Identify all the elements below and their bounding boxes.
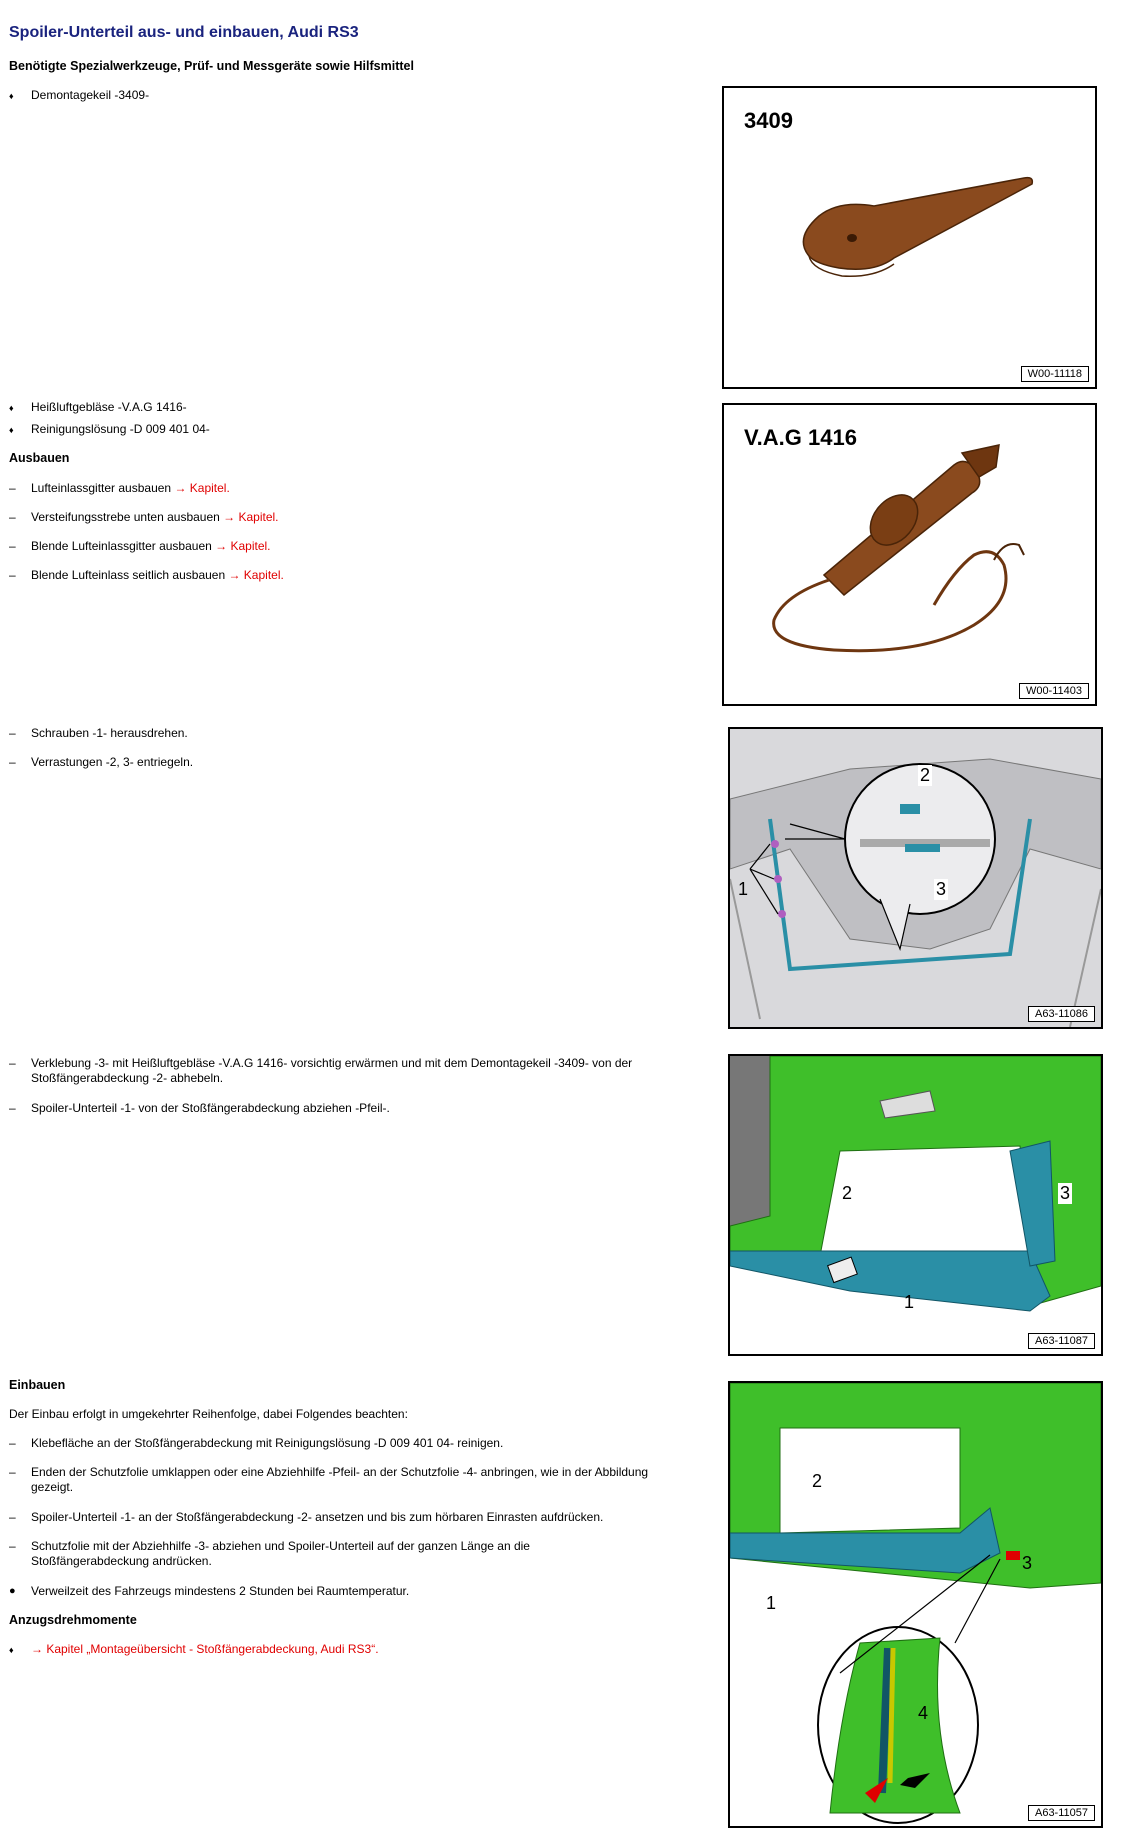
step-text: Verklebung -3- mit Heißluftgebläse -V.A.G 1416- vorsichtig erwärmen und mit dem Demontagekeil -3409- von der Stoßfängerabdeckung -2- abhebeln. — [31, 1056, 633, 1085]
step-text: Spoiler-Unterteil -1- von der Stoßfängerabdeckung abziehen -Pfeil-. — [31, 1101, 390, 1115]
step-text: Verweilzeit des Fahrzeugs mindestens 2 Stunden bei Raumtemperatur. — [31, 1584, 410, 1598]
tool-number: V.A.G 1416 — [744, 425, 857, 450]
step-text: Spoiler-Unterteil -1- an der Stoßfängerabdeckung -2- ansetzen und bis zum hörbaren Einrasten aufdrücken. — [31, 1510, 604, 1524]
tool-number: 3409 — [744, 108, 793, 133]
ausbauen-step — [9, 568, 284, 583]
tool-item-label: Reinigungslösung -D 009 401 04- — [31, 422, 210, 436]
ausbauen-step — [9, 755, 193, 770]
tool-item-label: Demontagekeil -3409- — [31, 88, 150, 102]
einbauen-step — [9, 1436, 503, 1451]
step-text: Schrauben -1- herausdrehen. — [31, 726, 188, 740]
dash-marker: – — [9, 1056, 16, 1070]
dash-marker: – — [9, 1510, 16, 1524]
chapter-link[interactable]: → Kapitel. — [223, 510, 279, 524]
bumper-interior-illustration — [730, 729, 1101, 1027]
einbauen-step — [9, 1584, 409, 1599]
callout-1: 1 — [738, 879, 749, 899]
heat-gun-illustration — [724, 405, 1095, 704]
tool-item-vag1416 — [9, 400, 187, 415]
figure-id-label: A63-11087 — [1028, 1333, 1095, 1349]
bullet-icon: ♦ — [9, 425, 14, 435]
ausbauen-step — [9, 1056, 711, 1086]
chapter-link[interactable]: → Kapitel „Montageübersicht - Stoßfängerabdeckung, Audi RS3“. — [31, 1642, 379, 1656]
einbauen-step — [9, 1465, 681, 1495]
ausbauen-step — [9, 726, 188, 741]
figure-a63-11057 — [728, 1381, 1103, 1828]
tool-item-label: Heißluftgebläse -V.A.G 1416- — [31, 400, 187, 414]
dash-marker: – — [9, 1539, 16, 1553]
chapter-link[interactable]: → Kapitel. — [228, 568, 284, 582]
bullet-icon: ♦ — [9, 1645, 14, 1655]
callout-2: 2 — [812, 1471, 823, 1491]
step-text: Blende Lufteinlass seitlich ausbauen — [31, 568, 229, 582]
callout-3: 3 — [1022, 1553, 1033, 1573]
callout-1: 1 — [766, 1593, 777, 1613]
dash-marker: – — [9, 510, 16, 524]
callout-3: 3 — [1060, 1183, 1071, 1203]
torque-item — [9, 1642, 379, 1657]
dash-marker: – — [9, 1436, 16, 1450]
page-title: Spoiler-Unterteil aus- und einbauen, Audi RS3 — [9, 24, 359, 41]
dash-marker: – — [9, 539, 16, 553]
figure-a63-11087 — [728, 1054, 1103, 1356]
tool-item-3409 — [9, 88, 149, 103]
einbauen-intro: Der Einbau erfolgt in umgekehrter Reihenfolge, dabei Folgendes beachten: — [9, 1407, 408, 1421]
figure-id-label: A63-11057 — [1028, 1805, 1095, 1821]
tools-heading: Benötigte Spezialwerkzeuge, Prüf- und Messgeräte sowie Hilfsmittel — [9, 59, 414, 73]
torque-heading: Anzugsdrehmomente — [9, 1613, 137, 1627]
step-text: Klebefläche an der Stoßfängerabdeckung mit Reinigungslösung -D 009 401 04- reinigen. — [31, 1436, 504, 1450]
dash-marker: – — [9, 1465, 16, 1479]
ausbauen-step — [9, 510, 279, 525]
einbauen-heading: Einbauen — [9, 1378, 66, 1392]
callout-1: 1 — [904, 1292, 915, 1312]
callout-4: 4 — [918, 1703, 929, 1723]
dash-marker: – — [9, 481, 16, 495]
einbauen-step — [9, 1510, 603, 1525]
step-text: Blende Lufteinlassgitter ausbauen — [31, 539, 216, 553]
dash-marker: – — [9, 755, 16, 769]
ausbauen-step — [9, 1101, 390, 1116]
callout-2: 2 — [920, 765, 931, 785]
figure-tool-vag1416 — [722, 403, 1097, 706]
bullet-icon: ● — [9, 1585, 16, 1597]
spoiler-installation-illustration — [730, 1383, 1101, 1826]
figure-tool-3409 — [722, 86, 1097, 389]
einbauen-step — [9, 1539, 651, 1569]
step-text: Lufteinlassgitter ausbauen — [31, 481, 175, 495]
step-text: Enden der Schutzfolie umklappen oder eine Abziehhilfe -Pfeil- an der Schutzfolie -4- anbringen, wie in der Abbildung gezeigt. — [31, 1465, 649, 1494]
wedge-tool-illustration — [724, 88, 1095, 387]
figure-id-label: A63-11086 — [1028, 1006, 1095, 1022]
ausbauen-heading: Ausbauen — [9, 451, 70, 465]
step-text: Schutzfolie mit der Abziehhilfe -3- abziehen und Spoiler-Unterteil auf der ganzen Länge an die Stoßfängerabdeckung andrücken. — [31, 1539, 530, 1568]
figure-a63-11086 — [728, 727, 1103, 1029]
tool-item-cleaner — [9, 422, 210, 437]
dash-marker: – — [9, 568, 16, 582]
figure-id-label: W00-11403 — [1019, 683, 1089, 699]
ausbauen-step — [9, 539, 271, 554]
bumper-spoiler-illustration — [730, 1056, 1101, 1354]
callout-2: 2 — [842, 1183, 853, 1203]
callout-3: 3 — [936, 879, 947, 899]
bullet-icon: ♦ — [9, 91, 14, 101]
dash-marker: – — [9, 1101, 16, 1115]
figure-id-label: W00-11118 — [1021, 366, 1089, 382]
ausbauen-step — [9, 481, 230, 496]
step-text: Verrastungen -2, 3- entriegeln. — [31, 755, 194, 769]
chapter-link[interactable]: → Kapitel. — [215, 539, 271, 553]
dash-marker: – — [9, 726, 16, 740]
step-text: Versteifungsstrebe unten ausbauen — [31, 510, 224, 524]
chapter-link[interactable]: → Kapitel. — [174, 481, 230, 495]
bullet-icon: ♦ — [9, 403, 14, 413]
